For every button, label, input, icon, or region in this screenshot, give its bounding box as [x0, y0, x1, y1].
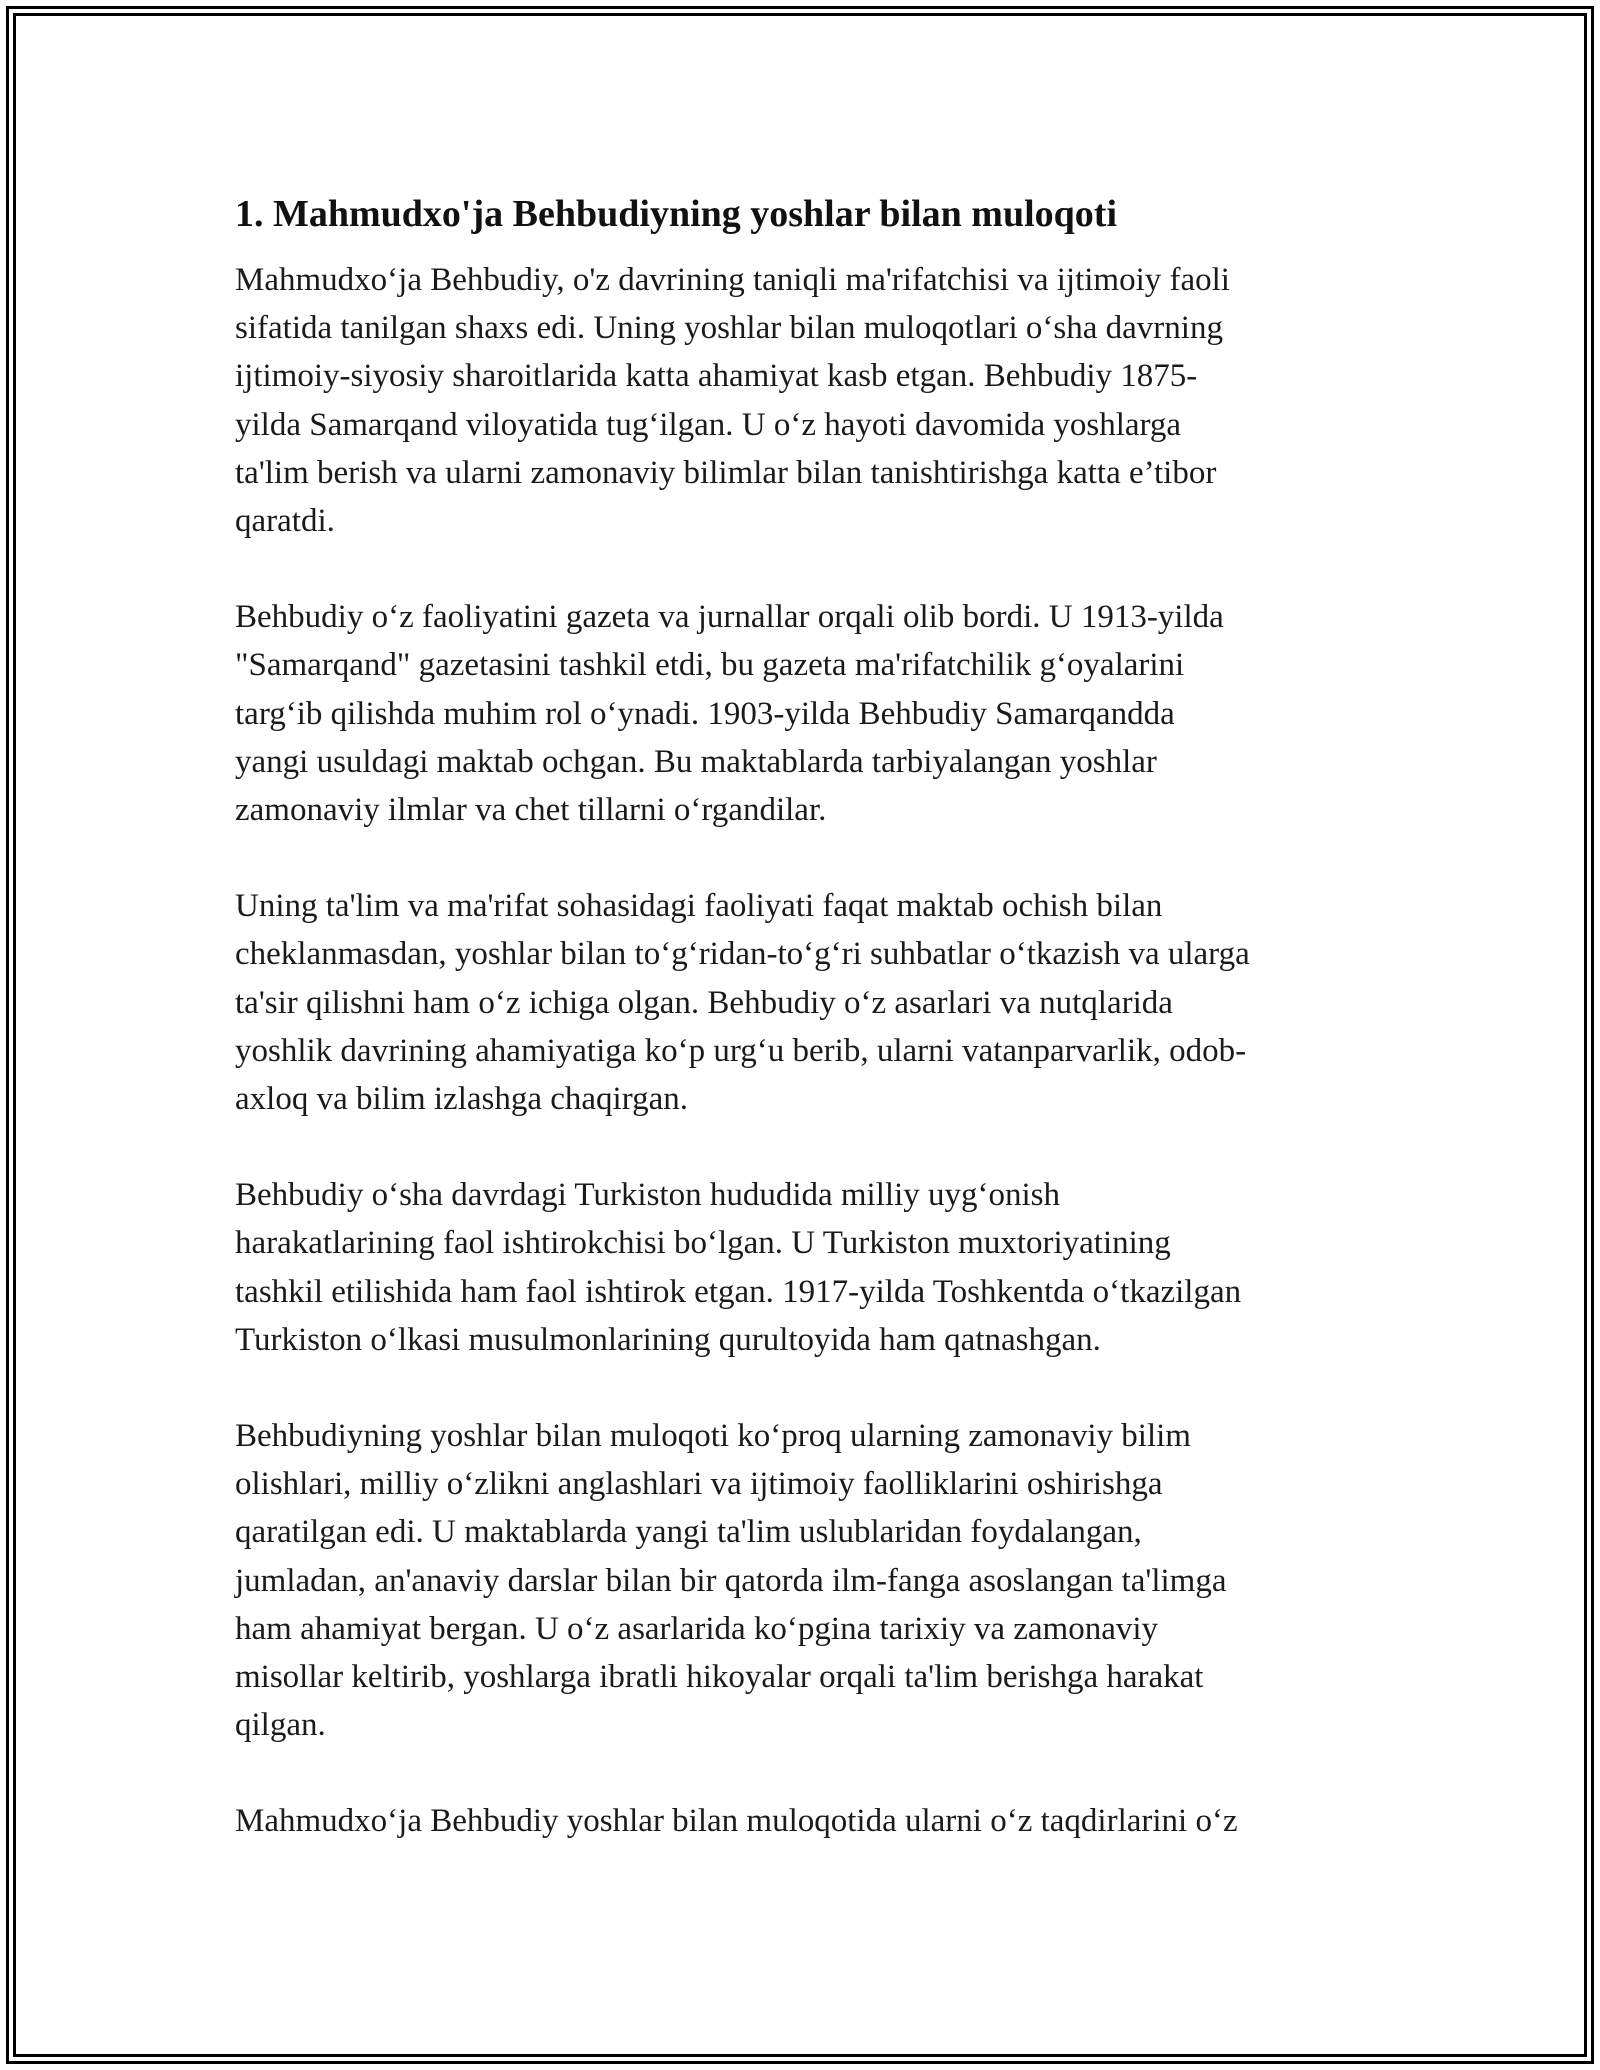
- paragraph-line: axloq va bilim izlashga chaqirgan.: [235, 1081, 689, 1118]
- paragraph-line: ijtimoiy-siyosiy sharoitlarida katta ahamiyat kasb etgan. Behbudiy 1875-: [235, 358, 1198, 395]
- paragraph-line: yangi usuldagi maktab ochgan. Bu maktablarda tarbiyalangan yoshlar: [235, 743, 1157, 780]
- paragraph-line: ham ahamiyat bergan. U o‘z asarlarida ko‘pgina tarixiy va zamonaviy: [235, 1610, 1159, 1647]
- paragraph-line: ta'lim berish va ularni zamonaviy bilimlar bilan tanishtirishga katta e’tibor: [235, 454, 1217, 491]
- paragraph-line: Behbudiy o‘z faoliyatini gazeta va jurnallar orqali olib bordi. U 1913-yilda: [235, 599, 1224, 636]
- paragraph-line: targ‘ib qilishda muhim rol o‘ynadi. 1903-yilda Behbudiy Samarqandda: [235, 695, 1175, 732]
- document-body: [235, 188, 1370, 1846]
- paragraph-line: Mahmudxo‘ja Behbudiy yoshlar bilan muloqotida ularni o‘z taqdirlarini o‘z: [235, 1803, 1238, 1840]
- paragraph-line: Behbudiyning yoshlar bilan muloqoti ko‘proq ularning zamonaviy bilim: [235, 1418, 1191, 1455]
- paragraph-line: jumladan, an'anaviy darslar bilan bir qatorda ilm-fanga asoslangan ta'limga: [235, 1562, 1227, 1599]
- section-heading: 1. Mahmudxo'ja Behbudiyning yoshlar bilan muloqoti: [235, 193, 1117, 235]
- paragraph-3: [235, 882, 1370, 1123]
- paragraph-line: qaratilgan edi. U maktablarda yangi ta'lim uslublaridan foydalangan,: [235, 1514, 1142, 1551]
- paragraph-line: Behbudiy o‘sha davrdagi Turkiston hududida milliy uyg‘onish: [235, 1177, 1060, 1214]
- paragraph-line: olishlari, milliy o‘zlikni anglashlari va ijtimoiy faolliklarini oshirishga: [235, 1466, 1163, 1503]
- paragraph-line: ta'sir qilishni ham o‘z ichiga olgan. Behbudiy o‘z asarlari va nutqlarida: [235, 984, 1173, 1021]
- paragraph-line: qaratdi.: [235, 503, 335, 540]
- paragraph-line: yoshlik davrining ahamiyatiga ko‘p urg‘u berib, ularni vatanparvarlik, odob-: [235, 1032, 1247, 1069]
- paragraph-line: zamonaviy ilmlar va chet tillarni o‘rgandilar.: [235, 792, 827, 829]
- paragraph-4: [235, 1171, 1370, 1364]
- paragraph-line: Turkiston o‘lkasi musulmonlarining qurultoyida ham qatnashgan.: [235, 1321, 1101, 1358]
- paragraph-line: Mahmudxo‘ja Behbudiy, o'z davrining taniqli ma'rifatchisi va ijtimoiy faoli: [235, 262, 1230, 298]
- paragraph-line: qilgan.: [235, 1707, 326, 1744]
- paragraph-2: [235, 593, 1370, 834]
- paragraph-line: tashkil etilishida ham faol ishtirok etgan. 1917-yilda Toshkentda o‘tkazilgan: [235, 1273, 1242, 1310]
- paragraph-6: [235, 1797, 1370, 1845]
- paragraph-5: [235, 1412, 1370, 1749]
- paragraph-line: harakatlarining faol ishtirokchisi bo‘lgan. U Turkiston muxtoriyatining: [235, 1225, 1171, 1262]
- paragraph-line: yilda Samarqand viloyatida tug‘ilgan. U o‘z hayoti davomida yoshlarga: [235, 406, 1182, 443]
- paragraph-line: Uning ta'lim va ma'rifat sohasidagi faoliyati faqat maktab ochish bilan: [235, 888, 1163, 925]
- paragraph-line: sifatida tanilgan shaxs edi. Uning yoshlar bilan muloqotlari o‘sha davrning: [235, 310, 1223, 347]
- paragraph-line: misollar keltirib, yoshlarga ibratli hikoyalar orqali ta'lim berishga harakat: [235, 1659, 1204, 1696]
- paragraph-1: [235, 256, 1370, 545]
- paragraph-line: cheklanmasdan, yoshlar bilan to‘g‘ridan-to‘g‘ri suhbatlar o‘tkazish va ularga: [235, 936, 1250, 973]
- paragraph-line: "Samarqand" gazetasini tashkil etdi, bu gazeta ma'rifatchilik g‘oyalarini: [235, 647, 1185, 684]
